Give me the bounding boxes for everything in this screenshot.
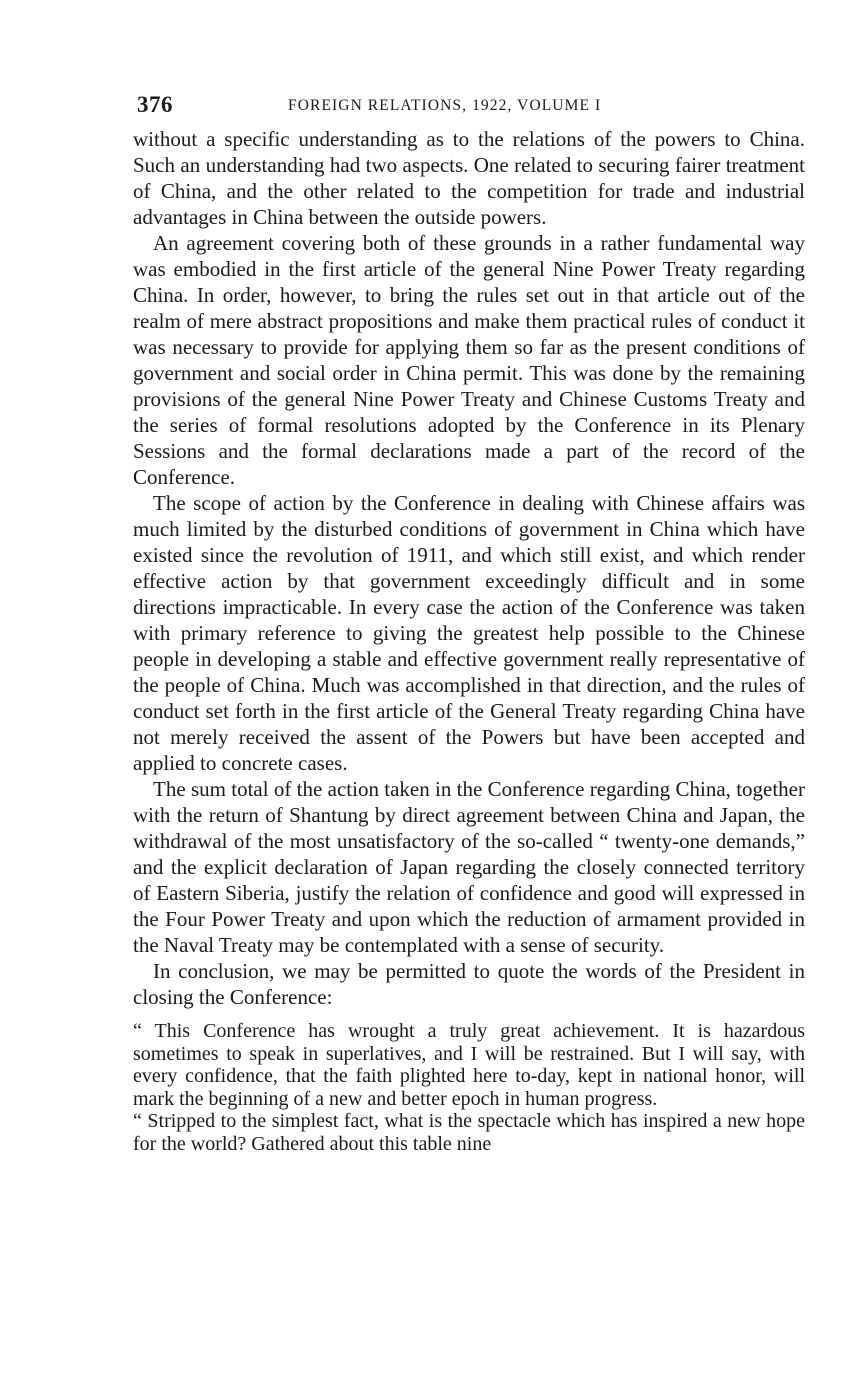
quote-paragraph: “ This Conference has wrought a truly great achievement. It is hazardous sometimes to speak in superlatives, and I will be restrained. But I will say, with every confidence, that the faith plighted here to-day, kept in national honor, will mark the beginning of a new and better epoch in human progress.	[133, 1020, 805, 1110]
paragraph-continuation: without a specific understanding as to the relations of the powers to China. Such an understanding had two aspects. One related to securing fairer treatment of China, and the other related to the competition for trade and industrial advantages in China between the outside powers.	[133, 127, 805, 229]
paragraph-sum-total: The sum total of the action taken in the Conference regarding China, together with the return of Shantung by direct agreement between China and Japan, the withdrawal of the most unsatisfactory of the so-called “ twenty-one demands,” and the explicit declaration of Japan regarding the closely connected territory of Eastern Siberia, justify the relation of confidence and good will expressed in the Four Power Treaty and upon which the reduction of armament provided in the Naval Treaty may be contemplated with a sense of security.	[133, 777, 805, 957]
block-quote	[133, 1020, 805, 1155]
running-title: FOREIGN RELATIONS, 1922, VOLUME I	[288, 97, 602, 114]
paragraph-nine-power-treaty: An agreement covering both of these grounds in a rather fundamental way was embodied in the first article of the general Nine Power Treaty regarding China. In order, however, to bring the rules set out in that article out of the realm of mere abstract propositions and make them practical rules of conduct it was necessary to provide for applying them so far as the present conditions of government and social order in China permit. This was done by the remaining provisions of the general Nine Power Treaty and Chinese Customs Treaty and the series of formal resolutions adopted by the Conference in its Plenary Sessions and the formal declarations made a part of the record of the Conference.	[133, 231, 805, 489]
quote-paragraph: “ Stripped to the simplest fact, what is the spectacle which has inspired a new hope for the world? Gathered about this table nine	[133, 1110, 805, 1155]
body-text	[133, 126, 805, 1010]
paragraph-conclusion: In conclusion, we may be permitted to quote the words of the President in closing the Conference:	[133, 959, 805, 1009]
paragraph-scope-of-action: The scope of action by the Conference in dealing with Chinese affairs was much limited by the disturbed conditions of government in China which have existed since the revolution of 1911, and which still exist, and which render effective action by that government exceedingly difficult and in some directions impracticable. In every case the action of the Conference was taken with primary reference to giving the greatest help possible to the Chinese people in developing a stable and effective government really representative of the people of China. Much was accomplished in that direction, and the rules of conduct set forth in the first article of the General Treaty regarding China have not merely received the assent of the Powers but have been accepted and applied to concrete cases.	[133, 491, 805, 775]
running-header	[133, 92, 805, 126]
page-number: 376	[137, 92, 173, 117]
document-page	[133, 92, 805, 1155]
